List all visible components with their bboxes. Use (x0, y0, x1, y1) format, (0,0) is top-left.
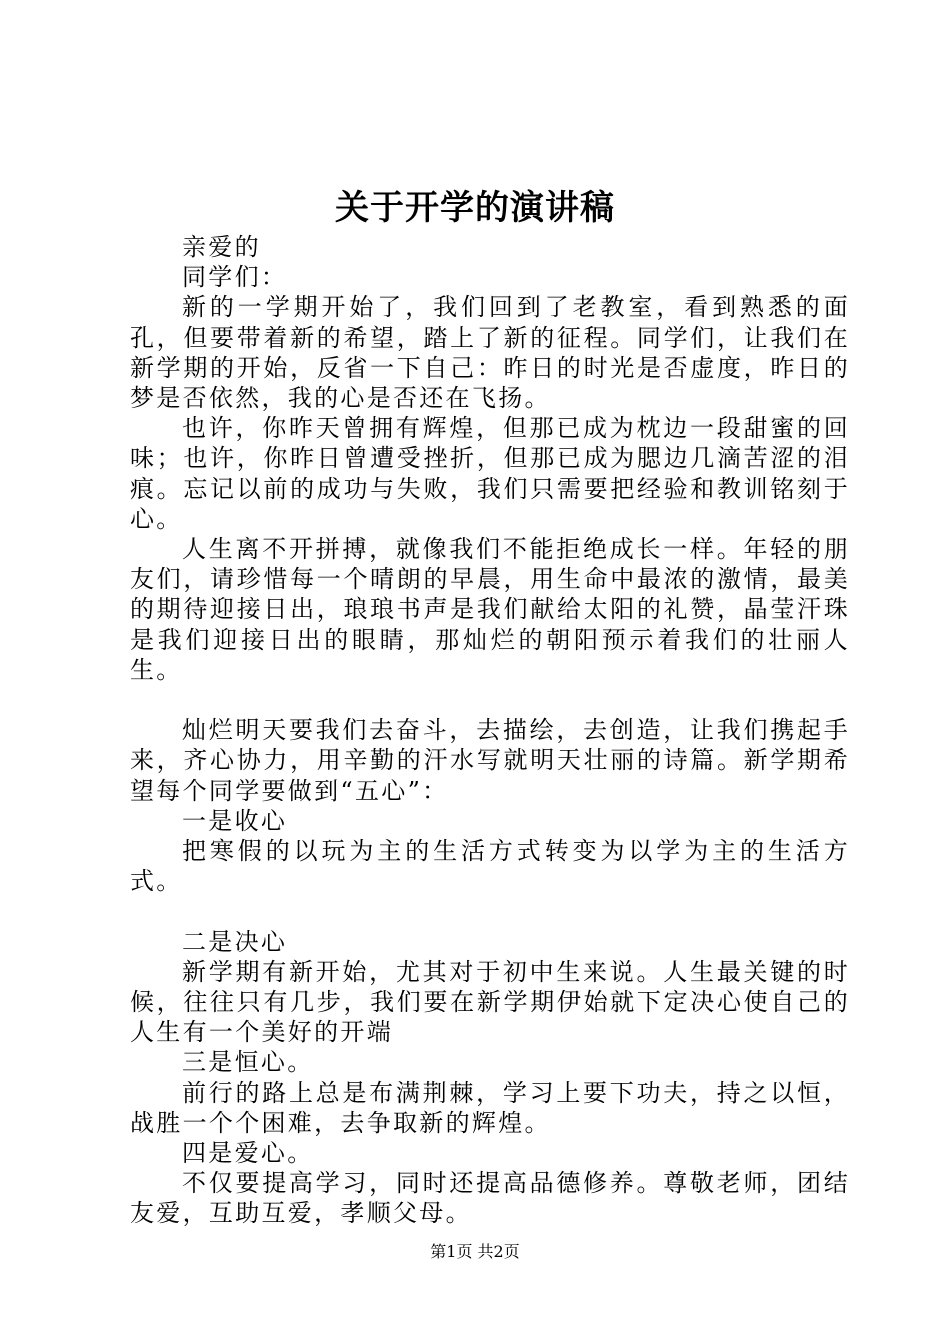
heading-fourth-heart: 四是爱心。 (182, 1139, 314, 1168)
document-body (130, 232, 850, 1229)
paragraph-third-heart: 前行的路上总是布满荆棘，学习上要下功夫，持之以恒，战胜一个个困难，去争取新的辉煌。 (130, 1078, 850, 1137)
salutation-line-1: 亲爱的 (182, 233, 261, 261)
paragraph-new-semester: 新的一学期开始了，我们回到了老教室，看到熟悉的面孔，但要带着新的希望，踏上了新的征程。同学们，让我们在新学期的开始，反省一下自己：昨日的时光是否虚度，昨日的梦是否依然，我的心是否还在飞扬。 (130, 293, 850, 413)
paragraph-fourth-heart: 不仅要提高学习，同时还提高品德修养。尊敬老师，团结友爱，互助互爱，孝顺父母。 (130, 1169, 850, 1228)
paragraph-maybe: 也许，你昨天曾拥有辉煌，但那已成为枕边一段甜蜜的回味；也许，你昨日曾遭受挫折，但那已成为腮边几滴苦涩的泪痕。忘记以前的成功与失败，我们只需要把经验和教训铭刻于心。 (130, 414, 850, 533)
paragraph-five-hearts-intro: 灿烂明天要我们去奋斗，去描绘，去创造，让我们携起手来，齐心协力，用辛勤的汗水写就明天壮丽的诗篇。新学期希望每个同学要做到“五心”： (130, 716, 850, 805)
document-title: 关于开学的演讲稿 (335, 188, 615, 228)
paragraph-second-heart: 新学期有新开始，尤其对于初中生来说。人生最关键的时候，往往只有几步，我们要在新学期伊始就下定决心使自己的人生有一个美好的开端 (130, 957, 850, 1047)
heading-second-heart: 二是决心 (182, 927, 288, 956)
heading-first-heart: 一是收心 (182, 806, 288, 835)
paragraph-struggle: 人生离不开拼搏，就像我们不能拒绝成长一样。年轻的朋友们，请珍惜每一个晴朗的早晨，用生命中最浓的激情，最美的期待迎接日出，琅琅书声是我们献给太阳的礼赞，晶莹汗珠是我们迎接日出的眼睛，那灿烂的朝阳预示着我们的壮丽人生。 (130, 535, 850, 684)
salutation-line-2: 同学们： (182, 263, 288, 292)
heading-third-heart: 三是恒心。 (182, 1048, 314, 1077)
paragraph-first-heart: 把寒假的以玩为主的生活方式转变为以学为主的生活方式。 (130, 837, 850, 896)
page-number-footer: 第1页 共2页 (430, 1242, 520, 1261)
